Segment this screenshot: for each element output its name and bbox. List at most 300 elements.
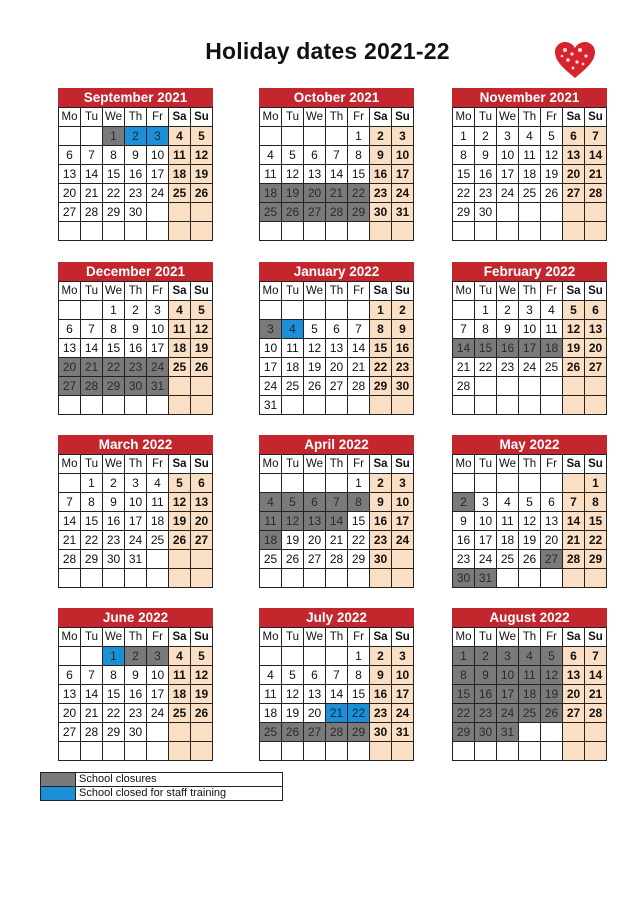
day-cell	[392, 396, 414, 415]
day-cell: 27	[304, 723, 326, 742]
day-cell	[563, 377, 585, 396]
weekday-label: Mo	[59, 282, 81, 301]
weekday-label: Su	[392, 282, 414, 301]
week-row	[260, 165, 414, 184]
day-cell: 17	[519, 339, 541, 358]
day-cell	[541, 222, 563, 241]
month-calendar	[259, 88, 414, 241]
day-cell: 17	[147, 685, 169, 704]
day-cell: 2	[370, 127, 392, 146]
day-cell: 31	[392, 203, 414, 222]
day-cell	[147, 222, 169, 241]
day-cell: 13	[304, 512, 326, 531]
day-cell: 26	[519, 550, 541, 569]
day-cell: 29	[103, 723, 125, 742]
legend-row-closures	[41, 773, 283, 787]
day-cell: 7	[348, 320, 370, 339]
day-cell	[191, 203, 213, 222]
day-cell: 16	[392, 339, 414, 358]
weekday-label: Sa	[370, 455, 392, 474]
day-cell: 28	[326, 550, 348, 569]
day-cell	[585, 203, 607, 222]
day-cell: 10	[497, 146, 519, 165]
day-cell: 25	[260, 203, 282, 222]
weekday-label: Mo	[453, 628, 475, 647]
day-cell	[81, 647, 103, 666]
day-cell	[370, 742, 392, 761]
day-cell: 12	[191, 146, 213, 165]
week-row	[453, 146, 607, 165]
day-cell: 3	[392, 127, 414, 146]
day-cell: 25	[260, 550, 282, 569]
day-cell: 20	[326, 358, 348, 377]
day-cell: 11	[260, 685, 282, 704]
week-row	[453, 474, 607, 493]
day-cell: 24	[125, 531, 147, 550]
weekday-label: We	[497, 108, 519, 127]
day-cell	[453, 742, 475, 761]
weekday-label: Sa	[563, 628, 585, 647]
month-title: November 2021	[452, 88, 607, 107]
day-cell: 3	[497, 127, 519, 146]
weekday-label: Mo	[453, 455, 475, 474]
day-cell: 21	[326, 704, 348, 723]
week-row	[260, 339, 414, 358]
day-cell: 10	[519, 320, 541, 339]
day-cell	[59, 647, 81, 666]
day-cell: 4	[147, 474, 169, 493]
day-cell: 30	[103, 550, 125, 569]
day-cell: 26	[282, 550, 304, 569]
week-row	[59, 723, 213, 742]
day-cell: 23	[475, 704, 497, 723]
day-cell: 30	[370, 550, 392, 569]
day-cell	[392, 222, 414, 241]
day-cell: 10	[497, 666, 519, 685]
day-cell: 17	[260, 358, 282, 377]
day-cell: 6	[304, 146, 326, 165]
month-calendar	[259, 435, 414, 588]
day-cell	[304, 301, 326, 320]
month-table	[58, 107, 213, 241]
day-cell: 15	[585, 512, 607, 531]
day-cell: 10	[260, 339, 282, 358]
week-row	[59, 531, 213, 550]
day-cell: 31	[147, 377, 169, 396]
month-title: June 2022	[58, 608, 213, 627]
month-title: April 2022	[259, 435, 414, 454]
day-cell	[519, 203, 541, 222]
day-cell	[370, 396, 392, 415]
day-cell	[169, 723, 191, 742]
day-cell	[304, 127, 326, 146]
weekday-label: Tu	[475, 282, 497, 301]
day-cell: 12	[519, 512, 541, 531]
month-calendar	[58, 88, 213, 241]
day-cell: 27	[59, 723, 81, 742]
day-cell	[497, 396, 519, 415]
day-cell: 20	[304, 184, 326, 203]
day-cell: 13	[191, 493, 213, 512]
week-row	[260, 569, 414, 588]
day-cell: 14	[326, 685, 348, 704]
week-row	[59, 301, 213, 320]
day-cell: 8	[475, 320, 497, 339]
day-cell	[326, 222, 348, 241]
day-cell: 7	[585, 127, 607, 146]
day-cell: 7	[81, 146, 103, 165]
day-cell: 17	[147, 165, 169, 184]
day-cell: 25	[169, 358, 191, 377]
weekday-label: Mo	[59, 455, 81, 474]
day-cell: 26	[304, 377, 326, 396]
day-cell: 8	[348, 146, 370, 165]
weekday-label: Tu	[282, 455, 304, 474]
day-cell	[541, 723, 563, 742]
weekday-label: Tu	[81, 282, 103, 301]
week-row	[260, 127, 414, 146]
day-cell	[453, 396, 475, 415]
day-cell: 11	[282, 339, 304, 358]
weekday-header-row	[260, 455, 414, 474]
day-cell: 6	[191, 474, 213, 493]
week-row	[453, 723, 607, 742]
day-cell	[541, 742, 563, 761]
day-cell: 22	[103, 704, 125, 723]
day-cell: 31	[475, 569, 497, 588]
day-cell: 6	[59, 320, 81, 339]
day-cell: 16	[475, 165, 497, 184]
day-cell: 18	[169, 339, 191, 358]
day-cell: 7	[326, 146, 348, 165]
week-row	[260, 301, 414, 320]
day-cell: 13	[59, 165, 81, 184]
day-cell: 16	[125, 685, 147, 704]
weekday-label: Th	[125, 282, 147, 301]
month-table	[58, 454, 213, 588]
day-cell: 15	[103, 339, 125, 358]
day-cell: 29	[453, 723, 475, 742]
day-cell: 16	[370, 165, 392, 184]
day-cell	[519, 396, 541, 415]
day-cell	[304, 647, 326, 666]
day-cell	[348, 222, 370, 241]
day-cell: 2	[392, 301, 414, 320]
month-table	[259, 454, 414, 588]
day-cell: 24	[497, 704, 519, 723]
day-cell	[191, 550, 213, 569]
day-cell: 10	[392, 146, 414, 165]
weekday-label: Th	[519, 455, 541, 474]
day-cell: 28	[81, 723, 103, 742]
day-cell: 22	[453, 184, 475, 203]
legend-label-closures: School closures	[76, 773, 283, 787]
day-cell: 16	[125, 339, 147, 358]
week-row	[453, 377, 607, 396]
day-cell	[519, 222, 541, 241]
weekday-label: Fr	[348, 282, 370, 301]
day-cell: 20	[563, 165, 585, 184]
week-row	[453, 512, 607, 531]
day-cell: 30	[475, 723, 497, 742]
day-cell: 5	[563, 301, 585, 320]
day-cell: 5	[282, 493, 304, 512]
month-title: September 2021	[58, 88, 213, 107]
month-table	[259, 107, 414, 241]
day-cell	[282, 301, 304, 320]
day-cell: 7	[326, 666, 348, 685]
month-calendar	[259, 262, 414, 415]
day-cell	[541, 203, 563, 222]
day-cell: 19	[541, 165, 563, 184]
day-cell	[103, 742, 125, 761]
day-cell: 7	[563, 493, 585, 512]
day-cell: 6	[59, 146, 81, 165]
day-cell	[563, 396, 585, 415]
day-cell: 10	[475, 512, 497, 531]
day-cell	[348, 301, 370, 320]
week-row	[453, 666, 607, 685]
day-cell: 5	[282, 146, 304, 165]
week-row	[260, 474, 414, 493]
day-cell: 12	[541, 146, 563, 165]
day-cell	[81, 301, 103, 320]
week-row	[260, 320, 414, 339]
day-cell	[81, 222, 103, 241]
day-cell: 19	[191, 339, 213, 358]
month-calendar	[259, 608, 414, 761]
day-cell: 7	[453, 320, 475, 339]
day-cell: 25	[169, 704, 191, 723]
weekday-label: Sa	[169, 455, 191, 474]
day-cell	[191, 222, 213, 241]
day-cell: 2	[370, 474, 392, 493]
day-cell: 24	[392, 531, 414, 550]
day-cell: 2	[370, 647, 392, 666]
day-cell	[326, 127, 348, 146]
day-cell: 24	[519, 358, 541, 377]
weekday-label: Su	[191, 282, 213, 301]
day-cell: 30	[125, 723, 147, 742]
day-cell	[475, 742, 497, 761]
day-cell: 22	[370, 358, 392, 377]
day-cell: 25	[497, 550, 519, 569]
day-cell: 28	[585, 184, 607, 203]
day-cell: 30	[392, 377, 414, 396]
day-cell: 17	[475, 531, 497, 550]
day-cell: 12	[282, 685, 304, 704]
day-cell	[326, 396, 348, 415]
day-cell: 18	[519, 165, 541, 184]
day-cell: 10	[147, 146, 169, 165]
weekday-header-row	[260, 108, 414, 127]
weekday-label: Tu	[81, 628, 103, 647]
day-cell: 6	[59, 666, 81, 685]
weekday-label: Mo	[59, 628, 81, 647]
day-cell	[59, 569, 81, 588]
weekday-label: Th	[326, 628, 348, 647]
day-cell: 20	[59, 358, 81, 377]
day-cell: 10	[392, 666, 414, 685]
day-cell: 28	[59, 550, 81, 569]
day-cell: 11	[519, 666, 541, 685]
week-row	[260, 203, 414, 222]
page-title: Holiday dates 2021-22	[205, 38, 450, 64]
day-cell: 11	[260, 512, 282, 531]
day-cell: 30	[453, 569, 475, 588]
week-row	[453, 647, 607, 666]
weekday-label: Tu	[282, 108, 304, 127]
day-cell: 16	[475, 685, 497, 704]
day-cell: 3	[260, 320, 282, 339]
day-cell: 6	[585, 301, 607, 320]
day-cell: 8	[103, 666, 125, 685]
day-cell	[326, 742, 348, 761]
month-table	[58, 627, 213, 761]
week-row	[260, 396, 414, 415]
day-cell: 27	[59, 203, 81, 222]
day-cell: 21	[453, 358, 475, 377]
day-cell	[147, 396, 169, 415]
weekday-header-row	[453, 455, 607, 474]
day-cell: 4	[169, 301, 191, 320]
day-cell: 14	[563, 512, 585, 531]
day-cell: 29	[348, 203, 370, 222]
week-row	[59, 742, 213, 761]
day-cell	[260, 127, 282, 146]
day-cell: 26	[282, 203, 304, 222]
day-cell: 22	[475, 358, 497, 377]
day-cell	[260, 742, 282, 761]
month-title: July 2022	[259, 608, 414, 627]
weekday-label: Tu	[475, 455, 497, 474]
day-cell: 4	[169, 647, 191, 666]
week-row	[59, 666, 213, 685]
day-cell	[563, 742, 585, 761]
day-cell: 21	[81, 704, 103, 723]
day-cell: 14	[326, 512, 348, 531]
day-cell: 9	[370, 493, 392, 512]
day-cell: 9	[392, 320, 414, 339]
weekday-header-row	[59, 108, 213, 127]
week-row	[59, 493, 213, 512]
week-row	[260, 146, 414, 165]
weekday-label: Th	[326, 455, 348, 474]
day-cell: 23	[125, 184, 147, 203]
day-cell: 8	[81, 493, 103, 512]
month-title: August 2022	[452, 608, 607, 627]
day-cell	[81, 396, 103, 415]
day-cell: 27	[585, 358, 607, 377]
weekday-label: Sa	[169, 628, 191, 647]
day-cell	[519, 742, 541, 761]
day-cell: 25	[169, 184, 191, 203]
day-cell: 13	[541, 512, 563, 531]
weekday-label: Sa	[563, 108, 585, 127]
day-cell: 27	[563, 184, 585, 203]
day-cell: 20	[563, 685, 585, 704]
week-row	[260, 512, 414, 531]
day-cell: 8	[103, 146, 125, 165]
weekday-label: Th	[125, 628, 147, 647]
day-cell	[497, 377, 519, 396]
day-cell: 19	[519, 531, 541, 550]
week-row	[453, 203, 607, 222]
day-cell	[453, 301, 475, 320]
day-cell: 12	[541, 666, 563, 685]
weekday-label: Th	[326, 282, 348, 301]
day-cell	[497, 474, 519, 493]
day-cell: 26	[282, 723, 304, 742]
day-cell	[519, 569, 541, 588]
day-cell: 20	[191, 512, 213, 531]
weekday-label: Mo	[453, 108, 475, 127]
day-cell	[497, 569, 519, 588]
day-cell: 23	[370, 704, 392, 723]
day-cell: 21	[81, 184, 103, 203]
day-cell	[392, 569, 414, 588]
day-cell: 3	[147, 647, 169, 666]
day-cell: 6	[304, 666, 326, 685]
day-cell	[169, 396, 191, 415]
day-cell: 15	[370, 339, 392, 358]
day-cell: 20	[59, 184, 81, 203]
day-cell	[348, 396, 370, 415]
day-cell	[475, 222, 497, 241]
day-cell: 15	[475, 339, 497, 358]
day-cell: 24	[392, 704, 414, 723]
day-cell: 10	[392, 493, 414, 512]
day-cell: 19	[282, 704, 304, 723]
day-cell: 13	[563, 666, 585, 685]
weekday-label: Sa	[563, 282, 585, 301]
weekday-label: We	[103, 108, 125, 127]
weekday-label: Mo	[260, 108, 282, 127]
day-cell: 25	[260, 723, 282, 742]
week-row	[260, 550, 414, 569]
day-cell: 26	[563, 358, 585, 377]
weekday-label: Mo	[453, 282, 475, 301]
day-cell	[103, 569, 125, 588]
day-cell: 27	[563, 704, 585, 723]
day-cell: 24	[147, 184, 169, 203]
week-row	[59, 146, 213, 165]
day-cell	[497, 203, 519, 222]
day-cell: 22	[103, 184, 125, 203]
day-cell: 10	[125, 493, 147, 512]
day-cell	[169, 203, 191, 222]
day-cell: 8	[453, 666, 475, 685]
day-cell: 30	[125, 377, 147, 396]
day-cell	[453, 474, 475, 493]
day-cell: 12	[282, 512, 304, 531]
day-cell: 29	[453, 203, 475, 222]
day-cell: 5	[541, 647, 563, 666]
weekday-label: Fr	[147, 108, 169, 127]
training-swatch	[41, 787, 76, 801]
day-cell: 24	[147, 358, 169, 377]
day-cell: 30	[125, 203, 147, 222]
heart-icon	[553, 40, 597, 80]
month-table	[452, 454, 607, 588]
week-row	[260, 704, 414, 723]
week-row	[59, 339, 213, 358]
day-cell: 9	[475, 666, 497, 685]
day-cell	[125, 222, 147, 241]
day-cell: 26	[541, 184, 563, 203]
day-cell	[348, 742, 370, 761]
day-cell: 25	[519, 184, 541, 203]
